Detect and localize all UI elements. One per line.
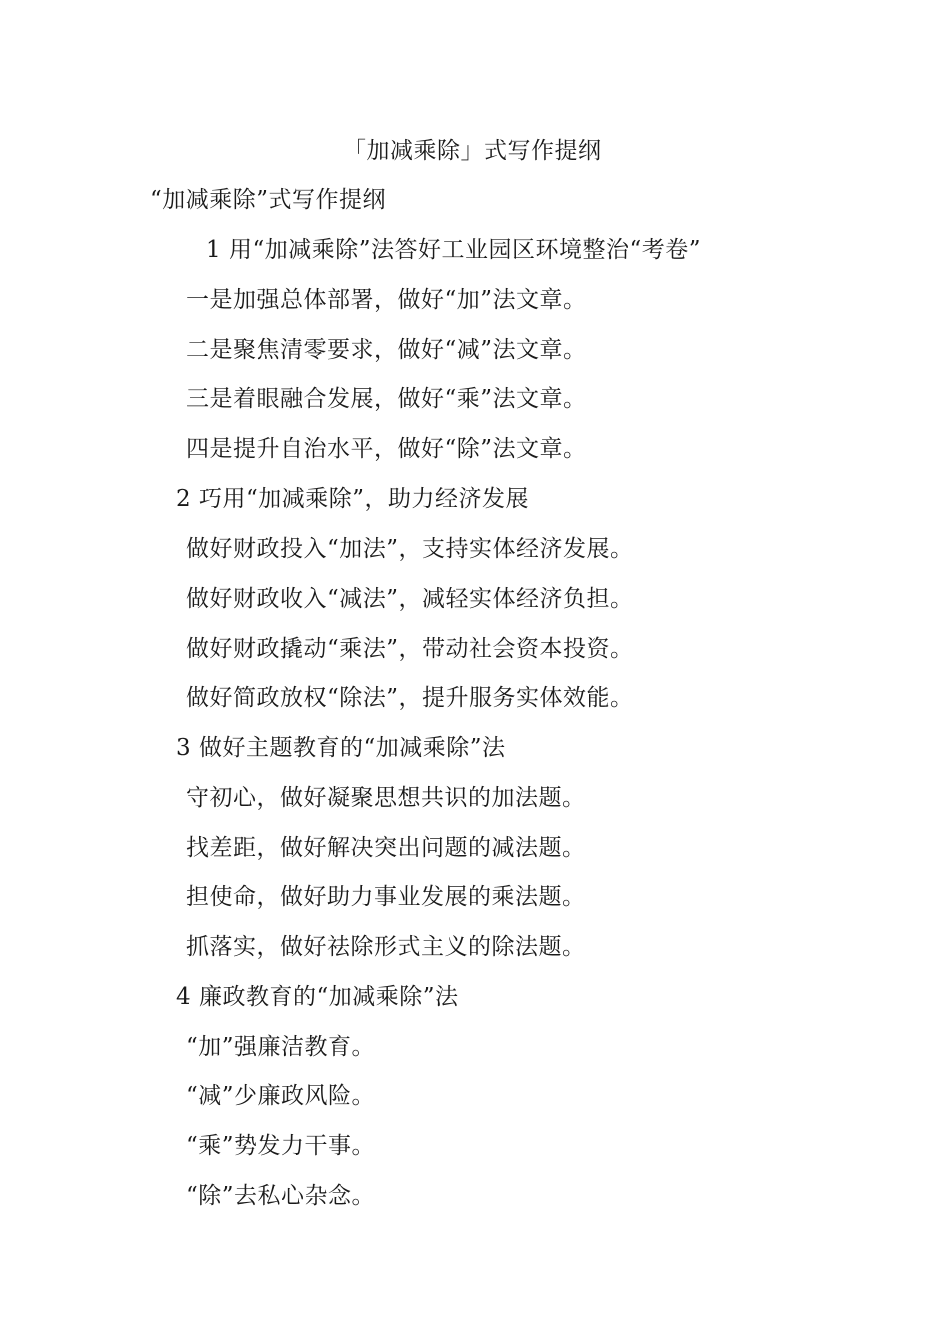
section-4-heading: 4 廉政教育的“加减乘除”法 xyxy=(176,984,459,1010)
section-2-item-2: 做好财政收入“减法”，减轻实体经济负担。 xyxy=(186,586,634,612)
section-3-item-4: 抓落实，做好祛除形式主义的除法题。 xyxy=(186,934,586,960)
section-3-item-3: 担使命，做好助力事业发展的乘法题。 xyxy=(186,884,586,910)
section-1-item-2: 二是聚焦清零要求，做好“减”法文章。 xyxy=(186,337,587,363)
section-3-heading: 3 做好主题教育的“加减乘除”法 xyxy=(176,735,506,761)
section-1-item-1: 一是加强总体部署，做好“加”法文章。 xyxy=(186,287,587,313)
section-2-heading: 2 巧用“加减乘除”，助力经济发展 xyxy=(176,486,529,512)
section-4-item-1: “加”强廉洁教育。 xyxy=(186,1034,376,1060)
section-1-item-3: 三是着眼融合发展，做好“乘”法文章。 xyxy=(186,386,587,412)
section-1-heading: 1 用“加减乘除”法答好工业园区环境整治“考卷” xyxy=(206,237,701,263)
section-1-item-4: 四是提升自治水平，做好“除”法文章。 xyxy=(186,436,587,462)
section-3-item-1: 守初心，做好凝聚思想共识的加法题。 xyxy=(186,785,586,811)
section-2-item-3: 做好财政撬动“乘法”，带动社会资本投资。 xyxy=(186,636,634,662)
section-4-item-2: “减”少廉政风险。 xyxy=(186,1083,376,1109)
section-4-item-4: “除”去私心杂念。 xyxy=(186,1183,376,1209)
section-2-item-4: 做好简政放权“除法”，提升服务实体效能。 xyxy=(186,685,634,711)
section-3-item-2: 找差距，做好解决突出问题的减法题。 xyxy=(186,835,586,861)
section-4-item-3: “乘”势发力干事。 xyxy=(186,1133,376,1159)
document-title: 「加减乘除」式写作提纲 xyxy=(343,138,602,164)
document-subtitle: “加减乘除”式写作提纲 xyxy=(150,187,387,213)
section-2-item-1: 做好财政投入“加法”，支持实体经济发展。 xyxy=(186,536,634,562)
